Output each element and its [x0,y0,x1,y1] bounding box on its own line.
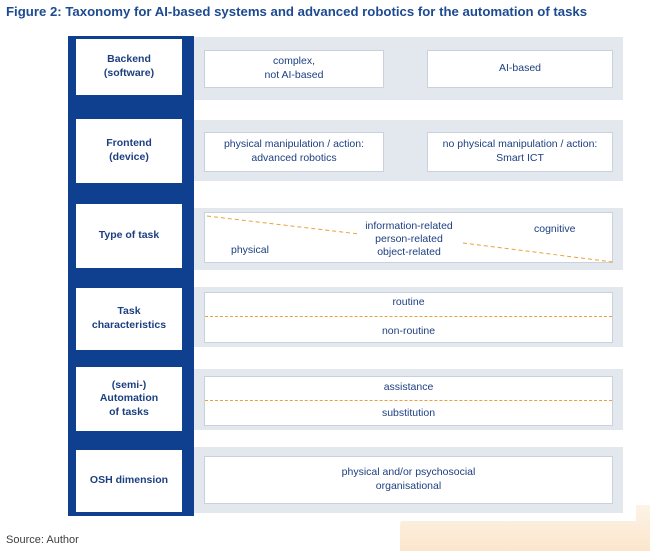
osh-dimension-value: physical and/or psychosocial organisational [204,456,613,504]
figure-source: Source: Author [6,534,79,546]
row-label-automation: (semi-) Automation of tasks [76,367,182,431]
frontend-option-smart-ict: no physical manipulation / action: Smart ICT [427,132,613,172]
row-label-frontend: Frontend (device) [76,119,182,183]
row-label-osh: OSH dimension [76,450,182,512]
automation-assistance: assistance [383,381,434,393]
category-spine [68,36,194,516]
automation-divider [205,400,612,401]
task-type-physical: physical [231,244,269,256]
task-type-object-related: object-related [377,246,441,258]
frontend-option-robotics: physical manipulation / action: advanced robotics [204,132,384,172]
task-char-divider [205,316,612,317]
backend-option-ai: AI-based [427,50,613,88]
task-type-person-related: person-related [375,233,443,245]
task-characteristics-box [204,292,613,343]
divider-line-left [207,216,359,234]
task-type-cognitive: cognitive [534,223,576,235]
task-char-non-routine: non-routine [381,325,436,337]
task-type-spectrum [204,212,613,263]
backend-option-not-ai: complex, not AI-based [204,50,384,88]
task-type-information-related: information-related [365,220,453,232]
divider-line-right [463,243,613,262]
automation-substitution: substitution [381,407,436,419]
task-char-routine: routine [392,296,425,308]
row-label-task-characteristics: Task characteristics [76,288,182,350]
automation-box [204,376,613,426]
figure-title: Figure 2: Taxonomy for AI-based systems and advanced robotics for the automation of tasks [6,4,588,19]
row-label-task-type: Type of task [76,204,182,268]
row-label-backend: Backend (software) [76,39,182,95]
